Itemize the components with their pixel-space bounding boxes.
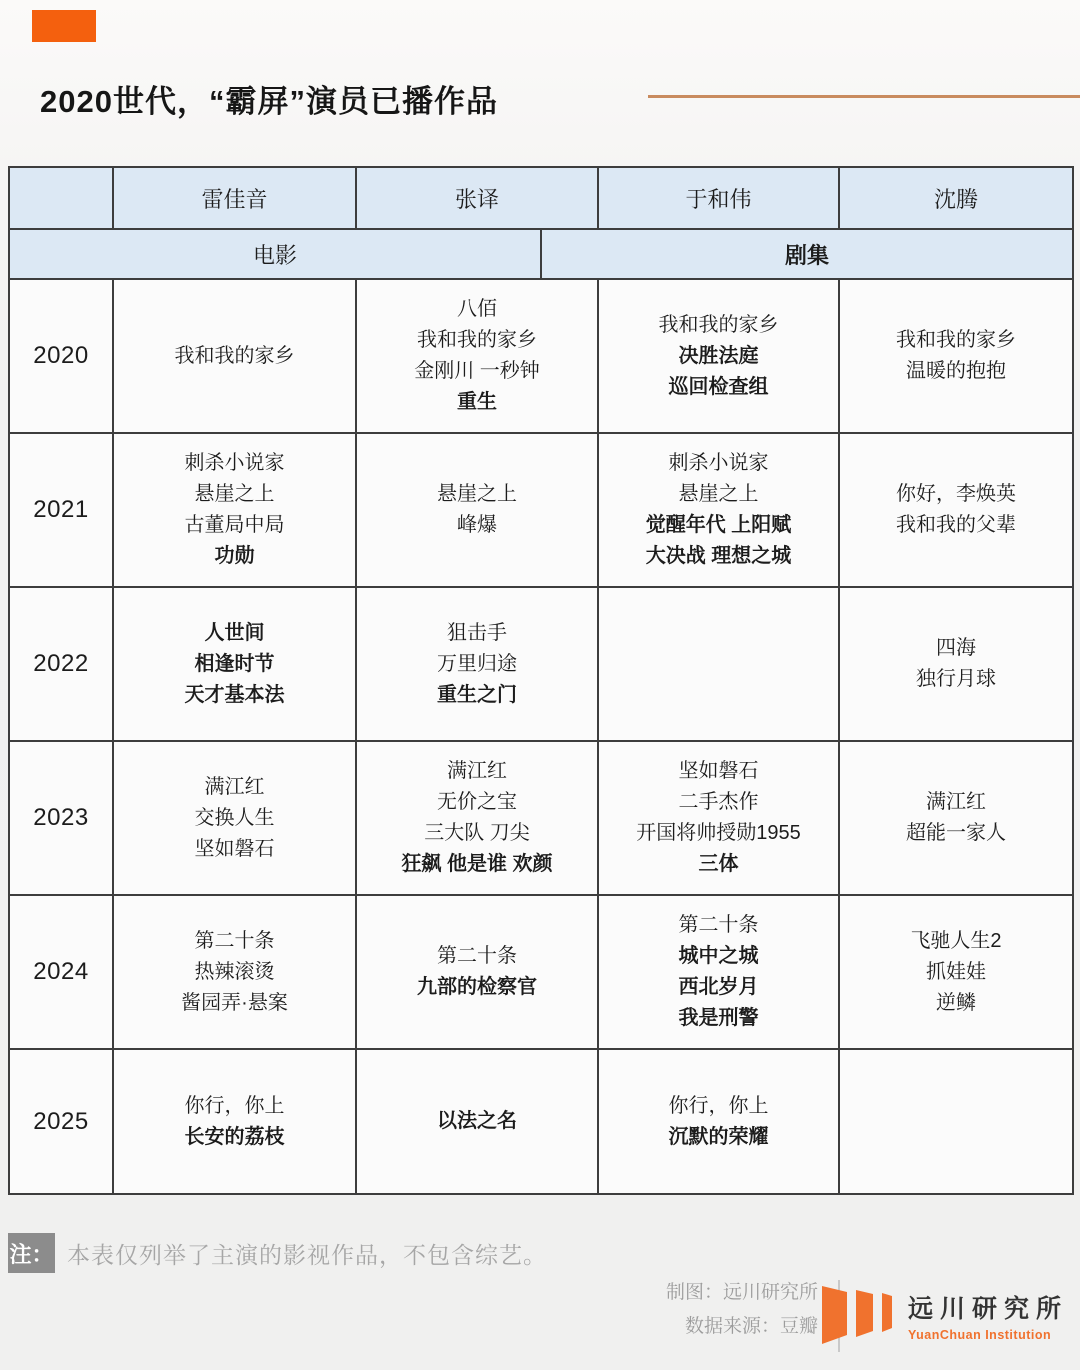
work-title: 悬崖之上 <box>678 483 759 505</box>
work-title: 独行月球 <box>916 668 996 690</box>
page-title: 2020世代，“霸屏”演员已播作品 <box>40 84 498 119</box>
work-title: 天才基本法 <box>184 683 285 706</box>
logo-name-cn: 远川研究所 <box>907 1294 1068 1323</box>
actor-header-cell: 于和伟 <box>599 168 840 230</box>
work-title: 超能一家人 <box>906 822 1006 844</box>
work-title: 你行，你上 <box>184 1094 285 1117</box>
works-cell <box>599 434 840 588</box>
works-cell <box>599 896 840 1050</box>
work-title: 人世间 <box>204 621 265 644</box>
work-title: 我和我的家乡 <box>658 313 779 336</box>
work-title: 城中之城 <box>678 945 759 967</box>
work-title: 无价之宝 <box>437 791 517 813</box>
work-title: 我是刑警 <box>678 1007 759 1029</box>
work-title: 三大队 刀尖 <box>424 822 530 844</box>
work-title: 飞驰人生2 <box>910 929 1002 952</box>
credits <box>666 1276 818 1344</box>
work-title: 酱园弄·悬案 <box>181 991 288 1014</box>
work-title: 二手杰作 <box>678 791 759 813</box>
work-title: 功勋 <box>214 545 255 567</box>
works-cell <box>114 742 357 896</box>
works-cell <box>599 588 840 742</box>
works-cell <box>357 280 599 434</box>
work-title: 逆鳞 <box>936 991 976 1014</box>
work-title: 大决战 理想之城 <box>645 545 792 567</box>
work-title: 以法之名 <box>437 1110 517 1132</box>
work-title: 狂飙 他是谁 欢颜 <box>401 853 553 875</box>
table-body <box>10 280 1074 1195</box>
works-cell <box>114 434 357 588</box>
table-row <box>10 1050 1074 1195</box>
actor-header-cell: 雷佳音 <box>114 168 357 230</box>
work-title: 重生 <box>457 391 497 413</box>
work-title: 沉默的荣耀 <box>668 1125 769 1148</box>
work-title: 狙击手 <box>447 621 507 644</box>
actor-header-cell: 张译 <box>357 168 599 230</box>
note-text: 本表仅列举了主演的影视作品，不包含综艺。 <box>67 1241 547 1268</box>
logo-text <box>908 1289 1068 1342</box>
corner-header-cell <box>10 168 114 230</box>
type-header-film: 电影 <box>10 230 542 280</box>
table-row <box>10 742 1074 896</box>
year-cell: 2024 <box>10 896 114 1050</box>
table-row <box>10 434 1074 588</box>
work-title: 你好，李焕英 <box>896 483 1016 505</box>
year-cell: 2020 <box>10 280 114 434</box>
works-cell <box>840 434 1074 588</box>
work-title: 热辣滚烫 <box>194 960 275 983</box>
work-title: 金刚川 一秒钟 <box>414 360 540 382</box>
year-cell: 2023 <box>10 742 114 896</box>
work-title: 悬崖之上 <box>437 483 517 505</box>
work-title: 刺杀小说家 <box>668 452 769 474</box>
actor-header-cell: 沈腾 <box>840 168 1074 230</box>
work-title: 九部的检察官 <box>417 976 537 998</box>
work-title: 峰爆 <box>457 514 497 536</box>
works-cell <box>840 1050 1074 1195</box>
work-title: 开国将帅授勋1955 <box>636 822 801 844</box>
works-cell <box>357 588 599 742</box>
year-cell: 2021 <box>10 434 114 588</box>
work-title: 四海 <box>936 637 976 659</box>
works-cell <box>114 280 357 434</box>
work-title: 满江红 <box>204 775 265 798</box>
work-title: 第二十条 <box>194 929 275 952</box>
work-title: 满江红 <box>926 791 986 813</box>
works-cell <box>599 280 840 434</box>
work-title: 第二十条 <box>437 945 517 967</box>
work-title: 巡回检查组 <box>668 375 769 398</box>
work-title: 相逢时节 <box>194 652 275 675</box>
work-title: 你行，你上 <box>668 1094 769 1117</box>
actor-header-row <box>10 168 1074 230</box>
credit-data-source: 数据来源：豆瓣 <box>684 1316 818 1337</box>
work-title: 满江红 <box>447 760 507 782</box>
type-header-row <box>10 230 1074 280</box>
work-title: 悬崖之上 <box>194 483 275 505</box>
work-title: 我和我的家乡 <box>174 344 295 367</box>
works-cell <box>840 896 1074 1050</box>
year-cell: 2022 <box>10 588 114 742</box>
works-cell <box>357 1050 599 1195</box>
work-title: 坚如磐石 <box>194 837 275 860</box>
title-decoration-line <box>648 95 1080 98</box>
work-title: 八佰 <box>457 298 497 320</box>
works-cell <box>599 1050 840 1195</box>
work-title: 万里归途 <box>437 652 517 675</box>
logo-name-en: YuanChuan Institution <box>907 1327 1052 1342</box>
work-title: 西北岁月 <box>678 976 759 998</box>
year-cell: 2025 <box>10 1050 114 1195</box>
footer <box>610 1272 1080 1362</box>
works-cell <box>357 742 599 896</box>
work-title: 抓娃娃 <box>926 960 986 983</box>
works-cell <box>840 588 1074 742</box>
table-row <box>10 588 1074 742</box>
table-row <box>10 280 1074 434</box>
work-title: 重生之门 <box>437 683 517 706</box>
work-title: 我和我的父辈 <box>896 514 1016 536</box>
work-title: 我和我的家乡 <box>417 329 537 351</box>
work-title: 三体 <box>698 853 739 875</box>
work-title: 决胜法庭 <box>678 344 759 367</box>
works-cell <box>114 588 357 742</box>
works-cell <box>114 896 357 1050</box>
note-row <box>8 1233 547 1273</box>
logo-bars-icon <box>822 1284 898 1346</box>
yuanchuan-logo <box>822 1284 1068 1346</box>
work-title: 觉醒年代 上阳赋 <box>645 514 792 536</box>
works-cell <box>840 742 1074 896</box>
table-row <box>10 896 1074 1050</box>
work-title: 长安的荔枝 <box>184 1125 285 1148</box>
work-title: 交换人生 <box>194 806 275 829</box>
work-title: 刺杀小说家 <box>184 452 285 474</box>
work-title: 第二十条 <box>678 914 759 936</box>
brand-accent-square <box>32 10 96 42</box>
work-title: 我和我的家乡 <box>896 329 1016 351</box>
work-title: 温暖的抱抱 <box>906 360 1006 382</box>
credit-maker: 制图：远川研究所 <box>665 1282 818 1303</box>
works-cell <box>357 434 599 588</box>
work-title: 古董局中局 <box>184 514 285 536</box>
type-header-series: 剧集 <box>542 230 1074 280</box>
works-cell <box>357 896 599 1050</box>
works-cell <box>840 280 1074 434</box>
work-title: 坚如磐石 <box>678 760 759 782</box>
works-cell <box>114 1050 357 1195</box>
works-cell <box>599 742 840 896</box>
works-table <box>8 166 1074 1195</box>
note-badge: 注： <box>8 1233 55 1273</box>
